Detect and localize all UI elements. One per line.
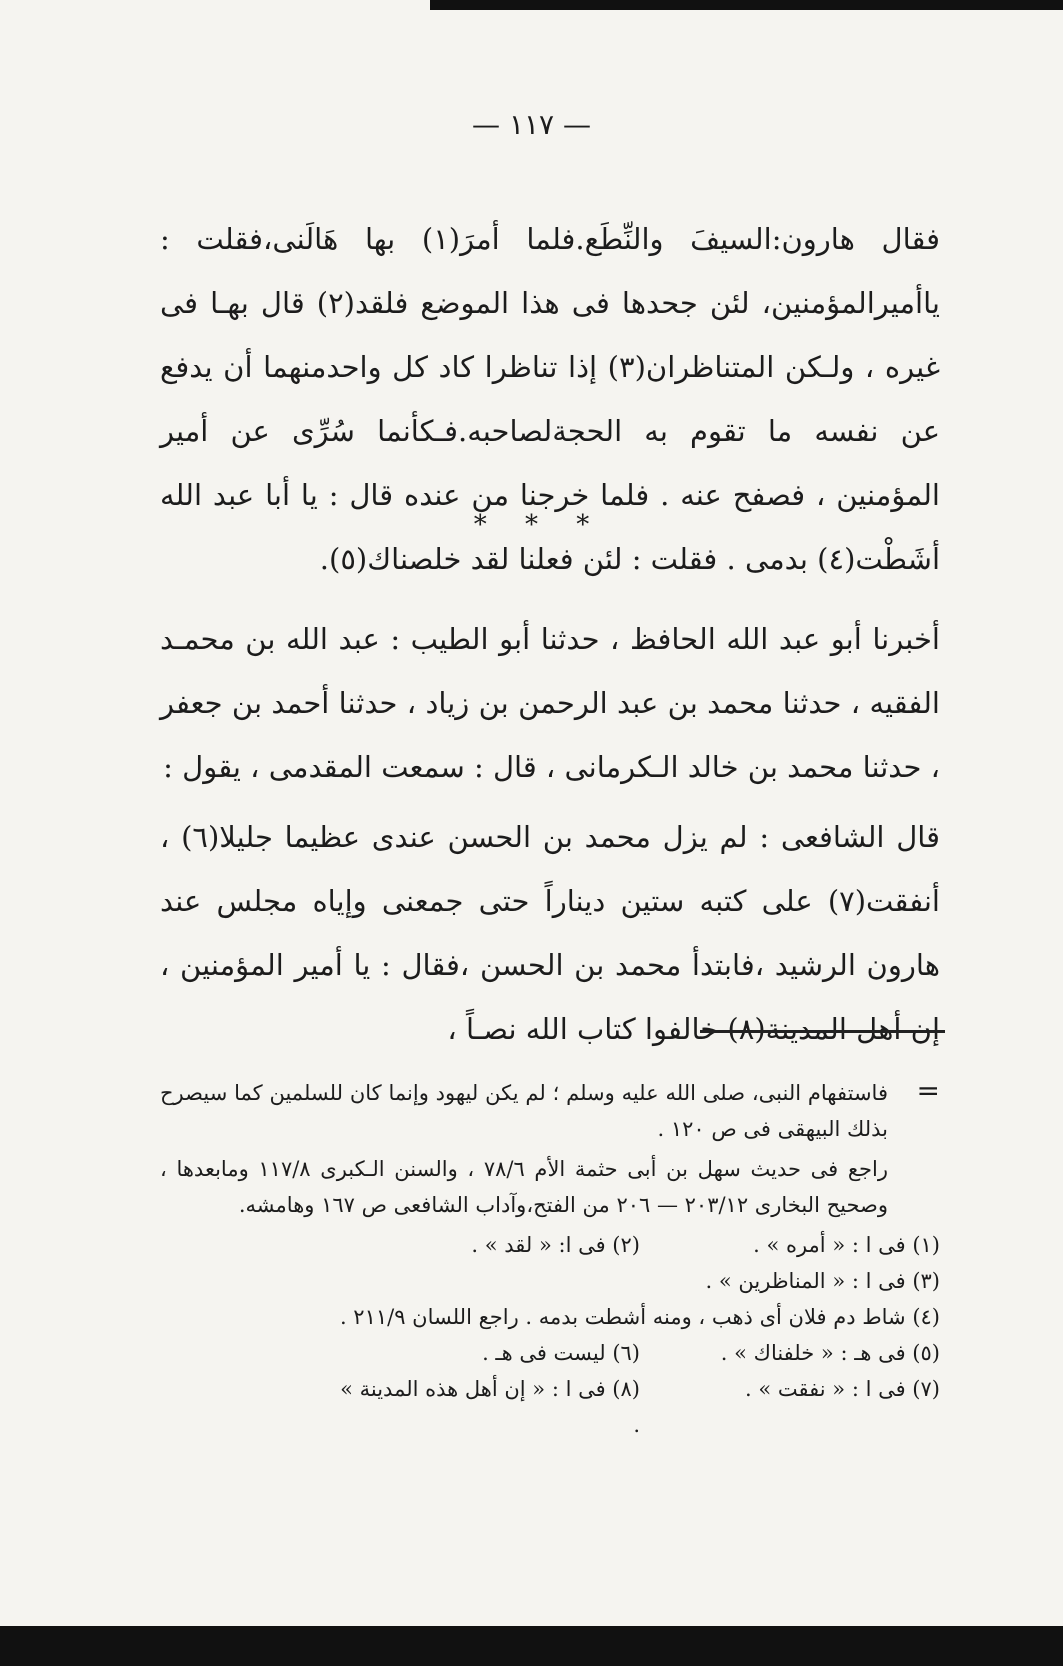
footnote-1: (١) فى ا : « أمره » . bbox=[753, 1233, 940, 1257]
scan-edge-top bbox=[430, 0, 1063, 10]
footnote-continuation-text-1: فاستفهام النبى، صلى الله عليه وسلم ؛ لم يكن ليهود وإنما كان للسلمين كما سيصرح بذلك البيهقى فى ص ١٢٠ . bbox=[160, 1081, 888, 1141]
footnote-5: (٥) فى هـ : « خلفناك » . bbox=[720, 1341, 940, 1365]
footnote-6: (٦) ليست فى هـ . bbox=[482, 1341, 640, 1365]
footnote-4: (٤) شاط دم فلان أى ذهب ، ومنه أشطت بدمه . راجع اللسان ٢١١/٩ . bbox=[339, 1305, 940, 1329]
footnote-row bbox=[160, 1263, 940, 1299]
footnotes bbox=[160, 1075, 940, 1443]
footnote-separator bbox=[700, 1030, 945, 1033]
footnote-row bbox=[160, 1371, 940, 1443]
paragraph-3: قال الشافعى : لم يزل محمد بن الحسن عندى عظيما جليلا(٦) ، أنفقت(٧) على كتبه ستين ديناراً حتى جمعنى وإياه مجلس عند هارون الرشيد ،فابتدأ محمد بن الحسن ،فقال : يا أمير المؤمنين ، إن أهل المدينة(٨) خالفوا كتاب الله نصـاً ، bbox=[160, 820, 940, 1046]
footnote-row bbox=[160, 1227, 940, 1263]
section-divider: * * * bbox=[473, 510, 590, 540]
footnote-row bbox=[160, 1335, 940, 1371]
footnote-continuation-2: راجع فى حديث سهل بن أبى حثمة الأم ٧٨/٦ ، والسنن الـكبرى ١١٧/٨ ومابعدها ، وصحيح البخارى ٢٠٣/١٢ — ٢٠٦ من الفتح،وآداب الشافعى ص ١٦٧ وهامشه. bbox=[160, 1157, 889, 1217]
footnote-2: (٢) فى ا: « لقد » . bbox=[471, 1233, 640, 1257]
scan-edge-bottom bbox=[0, 1626, 1063, 1666]
page-number: — ١١٧ — bbox=[472, 108, 591, 141]
footnote-3: (٣) فى ا : « المناظرين » . bbox=[705, 1269, 940, 1293]
footnote-row bbox=[160, 1299, 940, 1335]
paragraph-1: فقال هارون:السيفَ والنِّطَع.فلما أمرَ(١) بها هَالَنى،فقلت : ياأميرالمؤمنين، لئن جحدها فى هذا الموضع فلقد(٢) قال بهـا فى غيره ، ولـكن المتناظران(٣) إذا تناظرا كاد كل واحدمنهما أن يدفع عن نفسه ما تقوم به الحجةلصاحبه.فـكأنما سُرِّى عن أمير المؤمنين ، فصفح عنه . فلما خرجنا من عنده قال : يا أبا عبد الله أشَطْت(٤) بدمى . فقلت : لئن فعلنا لقد خلصناك(٥). bbox=[160, 222, 941, 576]
continuation-marker: = bbox=[916, 1074, 940, 1107]
footnote-8: (٨) فى ا : « إن أهل هذه المدينة » . bbox=[340, 1377, 640, 1437]
footnote-continuation-1 bbox=[160, 1075, 940, 1147]
footnote-7: (٧) فى ا : « نفقت » . bbox=[745, 1377, 940, 1401]
paragraph-2: أخبرنا أبو عبد الله الحافظ ، حدثنا أبو الطيب : عبد الله بن محمـد الفقيه ، حدثنا محمد بن عبد الرحمن بن زياد ، حدثنا أحمد بن جعفر ، حدثنا محمد بن خالد الـكرمانى ، قال : سمعت المقدمى ، يقول : bbox=[160, 622, 940, 784]
